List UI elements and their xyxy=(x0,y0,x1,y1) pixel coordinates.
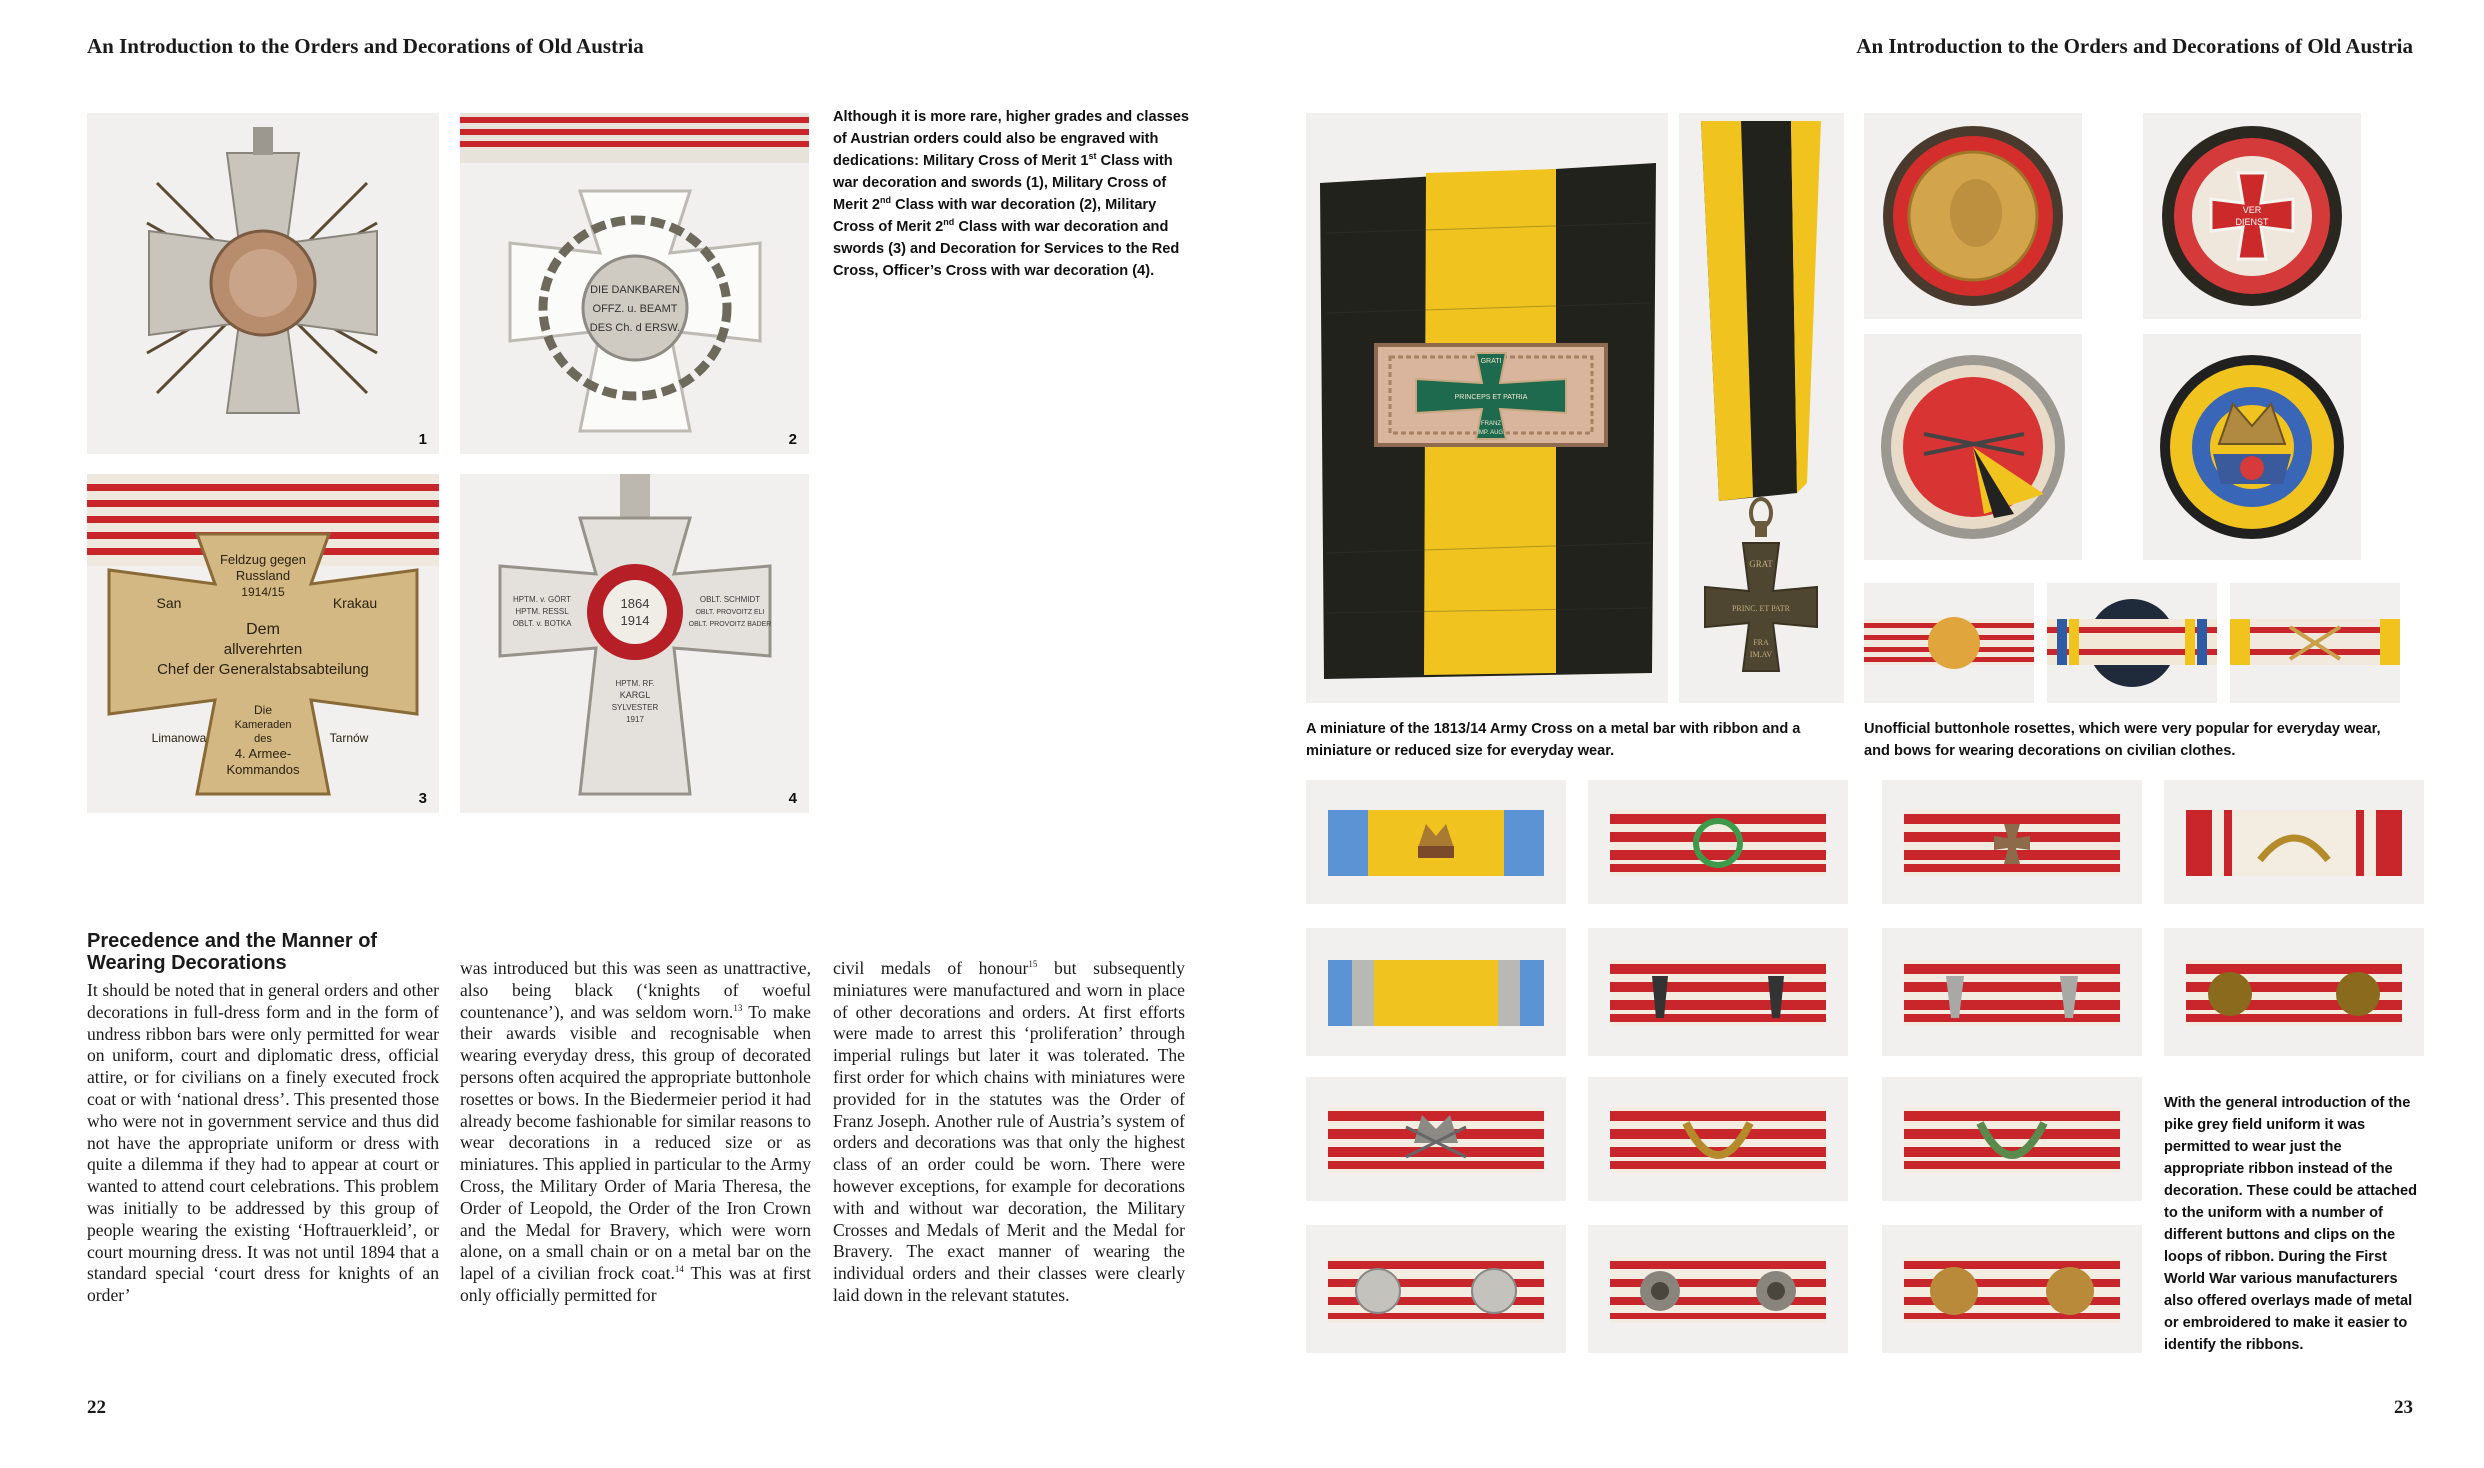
miniature-text-grat: GRAT xyxy=(1749,559,1773,569)
caption-intro: Although it is more rare, higher grades and classes of Austrian orders could also be engraved with dedications: Military Cross of Merit 1 xyxy=(833,109,1190,169)
running-head-right: An Introduction to the Orders and Decorations of Old Austria xyxy=(1856,34,2413,58)
caption-mid-1: Class with war decoration and swords (1), Military Cross of Merit 2 xyxy=(833,153,1173,213)
fig4-text-hptm-rf: HPTM. RF. xyxy=(615,679,655,688)
military-cross-1st-class-image xyxy=(87,113,439,454)
running-head-left: An Introduction to the Orders and Decorations of Old Austria xyxy=(87,34,644,58)
ribbon-bar-clips-blue-yellow xyxy=(1306,928,1566,1056)
col2-text-b: To make their awards visible and recognisable when wearing everyday dress, this group of decorated persons often acquired the appropriate buttonhole rosettes or bows. In the Biedermeier period it had already become fashionable for similar reasons to wear decorations in a reduced size or as miniatures. This applied in particular to the Army Cross, the Military Order of Maria Theresa, the Order of Leopold, the Order of the Iron Crown and the Medal for Bravery, which were worn alone, on a small chain or on a metal bar on the lapel of a civilian frock coat. xyxy=(460,1001,811,1284)
photo-bow-3 xyxy=(2230,583,2400,703)
footnote-ref-14: 14 xyxy=(674,1264,684,1275)
ribbon-gold-wreath-image xyxy=(1588,1077,1848,1201)
photo-military-cross-1 xyxy=(87,113,439,454)
caption-sup-2: nd xyxy=(880,195,892,206)
figure-number-4: 4 xyxy=(788,790,797,807)
fig3-text-tarnow: Tarnów xyxy=(329,731,369,745)
fig3-text-dem: Dem xyxy=(246,621,280,638)
photo-red-cross-4 xyxy=(460,474,809,813)
army-cross-dedication-image xyxy=(87,474,439,813)
fig3-text-kameraden: Kameraden xyxy=(234,719,292,731)
fig3-text-san: San xyxy=(156,595,182,611)
miniature-text-princ: PRINC. ET PATR xyxy=(1731,604,1791,613)
ribbon-press-studs-image xyxy=(1588,1225,1848,1353)
photo-rosette-crown xyxy=(2143,334,2361,560)
caption-ribbon-bars: With the general introduction of the pike grey field uniform it was permitted to wear just the appropriate ribbon instead of the decoration. These could be attached to the uniform with a number of different buttons and clips on the loops of ribbon. During the First World War various manufacturers also offered overlays made of metal or embroidered to make it easier to identify the ribbons. xyxy=(2164,1095,2418,1353)
ribbon-wreath-image xyxy=(1588,780,1848,904)
ribbon-bar-crown-overlay xyxy=(1306,1077,1566,1201)
rosette-merit-cross-image xyxy=(2143,113,2361,319)
ribbon-bar-clips-red xyxy=(1588,928,1848,1056)
right-page xyxy=(1242,0,2484,1468)
fig3-text-kommandos: Kommandos xyxy=(226,762,300,777)
photo-rosette-merit-cross xyxy=(2143,113,2361,319)
ribbon-buttons-1-image xyxy=(2164,928,2424,1056)
ribbon-silver-buttons-image xyxy=(1306,1225,1566,1353)
ribbon-bar-green-wreath xyxy=(1882,1077,2142,1201)
army-cross-text-princeps: PRINCEPS ET PATRIA xyxy=(1454,394,1528,401)
ribbon-gilt-buttons-image xyxy=(1882,1225,2142,1353)
ribbon-crown-image xyxy=(1306,780,1566,904)
fig4-text-1914: 1914 xyxy=(620,613,650,628)
fig4-text-1917: 1917 xyxy=(626,715,644,724)
page-number-right: 23 xyxy=(2394,1397,2413,1418)
fig4-text-gort: HPTM. v. GÖRT xyxy=(513,595,571,604)
footnote-ref-13: 13 xyxy=(733,1002,743,1013)
figure-number-1: 1 xyxy=(418,431,427,448)
fig2-engraving-line3: DES Ch. d ERSW. xyxy=(589,322,681,334)
miniature-text-imav: IM.AV xyxy=(1749,650,1773,659)
fig4-text-1864: 1864 xyxy=(620,596,650,611)
col2-text-c: This was at first only officially permitted for xyxy=(460,1263,811,1305)
footnote-ref-15: 15 xyxy=(1028,959,1038,970)
ribbon-bar-gilt-buttons xyxy=(1882,1225,2142,1353)
photo-army-cross-miniature xyxy=(1679,113,1844,703)
col3-text-b: but subsequently miniatures were manufactured and worn in place of other decorations and orders. At first efforts were made to arrest this ‘proliferation’ through imperial rulings but later it was tolerated. The first order for which chains with miniatures were provided for in the statutes was the Order of Franz Joseph. Another rule of Austria’s system of orders and decorations was that only the highest class of an order could be worn. There were however exceptions, for example for decorations with and without war decoration, the Military Crosses and Medals of Merit and the Medal for Bravery. The exact manner of wearing the individual orders and their classes were clearly laid down in the relevant statutes. xyxy=(833,958,1185,1305)
fig3-text-feldzug: Feldzug gegen xyxy=(219,552,307,567)
bow-1-image xyxy=(1864,583,2034,703)
ribbon-crown-overlay-image xyxy=(1306,1077,1566,1201)
ribbon-clips-2-image xyxy=(1588,928,1848,1056)
ribbon-green-wreath-image xyxy=(1882,1077,2142,1201)
caption-army-cross: A miniature of the 1813/14 Army Cross on a metal bar with ribbon and a miniature or reduced size for everyday wear. xyxy=(1306,721,1801,759)
page-number-left: 22 xyxy=(87,1397,106,1418)
ribbon-oak-leaves-image xyxy=(2164,780,2424,904)
section-heading: Precedence and the Manner of Wearing Decorations xyxy=(87,930,378,974)
fig3-text-des: des xyxy=(254,733,272,745)
ribbon-clips-1-image xyxy=(1306,928,1566,1056)
fig3-text-limanowa: Limanowa xyxy=(151,731,207,745)
fig2-engraving-line2: OFFZ. u. BEAMT xyxy=(592,303,678,315)
figure-number-2: 2 xyxy=(788,431,797,448)
bow-3-image xyxy=(2230,583,2400,703)
fig4-text-kargl: KARGL xyxy=(619,690,651,700)
fig3-text-year: 1914/15 xyxy=(241,585,285,599)
caption-end: Class with war decoration and swords (3) and Decoration for Services to the Red Cross, Officer’s Cross with war decoration (4). xyxy=(833,219,1180,279)
army-cross-ribbon-bar-image xyxy=(1306,113,1668,703)
photo-military-cross-2 xyxy=(460,113,809,454)
photo-bow-1 xyxy=(1864,583,2034,703)
rosette-portrait-image xyxy=(1864,113,2082,319)
col3-text-a: civil medals of honour xyxy=(833,958,1029,978)
army-cross-text-franz: FRANZ xyxy=(1481,421,1501,427)
ribbon-bar-crown-blue-yellow xyxy=(1306,780,1566,904)
photo-army-cross-3 xyxy=(87,474,439,813)
body-column-1: It should be noted that in general orders and other decorations in full-dress form and in the form of undress ribbon bars were only permitted for wear on uniform, court and diplomatic dress, official attire, or for civilians on a finely executed frock coat or with ‘national dress’. This presented those who were not in government service and thus did not have the appropriate uniform or dress with quite a dilemma if they had to appear at court or wanted to attend court celebrations. This problem was initially to be addressed by this group of people wearing the existing ‘Hoftrauerkleid’, or court mourning dress. It was not until 1894 that a standard special ‘court dress for knights of an order’ xyxy=(87,980,439,1306)
ribbon-bar-wreath xyxy=(1588,780,1848,904)
rosette-text-ver: VER xyxy=(2242,205,2262,215)
miniature-text-fra: FRA xyxy=(1753,638,1769,647)
fig3-text-armee: 4. Armee- xyxy=(234,746,292,761)
ribbon-bar-cross xyxy=(1882,780,2142,904)
photo-rosette-gold-portrait xyxy=(1864,113,2082,319)
caption-rosettes: Unofficial buttonhole rosettes, which were very popular for everyday wear, and bows for wearing decorations on civilian clothes. xyxy=(1864,721,2381,759)
caption-mid-2: Class with war decoration (2), Military Cross of Merit 2 xyxy=(833,197,1157,235)
ribbon-bar-clips-silver xyxy=(1882,928,2142,1056)
body-column-3 xyxy=(833,958,1185,1307)
military-cross-2nd-class-image xyxy=(460,113,809,454)
red-cross-officers-cross-image xyxy=(460,474,809,813)
fig3-text-krakau: Krakau xyxy=(332,595,378,611)
photo-bow-2 xyxy=(2047,583,2217,703)
fig3-text-die: Die xyxy=(253,703,273,717)
col2-text-a: was introduced but this was seen as unattractive, also being black (‘knights of woeful countenance’), and was seldom worn. xyxy=(460,958,811,1022)
fig4-text-schmidt: OBLT. SCHMIDT xyxy=(699,595,761,604)
ribbon-bar-oak-leaves xyxy=(2164,780,2424,904)
body-column-2 xyxy=(460,958,811,1307)
caption-engraved-decorations xyxy=(833,106,1193,282)
figure-number-3: 3 xyxy=(418,790,427,807)
ribbon-bar-gold-wreath xyxy=(1588,1077,1848,1201)
ribbon-cross-image xyxy=(1882,780,2142,904)
fig4-text-sylvester: SYLVESTER xyxy=(611,703,659,712)
caption-sup-3: nd xyxy=(943,217,955,228)
fig4-text-botka: OBLT. v. BOTKA xyxy=(512,619,572,628)
fig3-text-chef: Chef der Generalstabsabteilung xyxy=(157,661,369,678)
bow-2-image xyxy=(2047,583,2217,703)
photo-rosette-swords xyxy=(1864,334,2082,560)
rosette-swords-image xyxy=(1864,334,2082,560)
fig4-text-eli: OBLT. PROVOITZ ELI xyxy=(695,609,765,616)
rosette-crown-image xyxy=(2143,334,2361,560)
photo-army-cross-bar xyxy=(1306,113,1668,703)
fig4-text-bader: OBLT. PROVOITZ BADER xyxy=(688,621,772,628)
rosette-text-dienst: DIENST xyxy=(2235,217,2269,227)
fig4-text-ressl: HPTM. RESSL xyxy=(515,607,569,616)
ribbon-bar-silver-buttons xyxy=(1306,1225,1566,1353)
ribbon-bar-brass-buttons xyxy=(2164,928,2424,1056)
army-cross-miniature-image xyxy=(1679,113,1844,703)
ribbon-bar-press-studs xyxy=(1588,1225,1848,1353)
fig3-text-russland: Russland xyxy=(235,568,291,583)
army-cross-text-grati: GRATI xyxy=(1480,358,1502,365)
army-cross-text-imp: IMP. AUG. xyxy=(1477,430,1505,436)
ribbon-clips-3-image xyxy=(1882,928,2142,1056)
fig3-text-allverehrten: allverehrten xyxy=(223,641,303,658)
fig2-engraving-line1: DIE DANKBAREN xyxy=(590,284,680,296)
caption-sup-1: st xyxy=(1088,151,1097,162)
